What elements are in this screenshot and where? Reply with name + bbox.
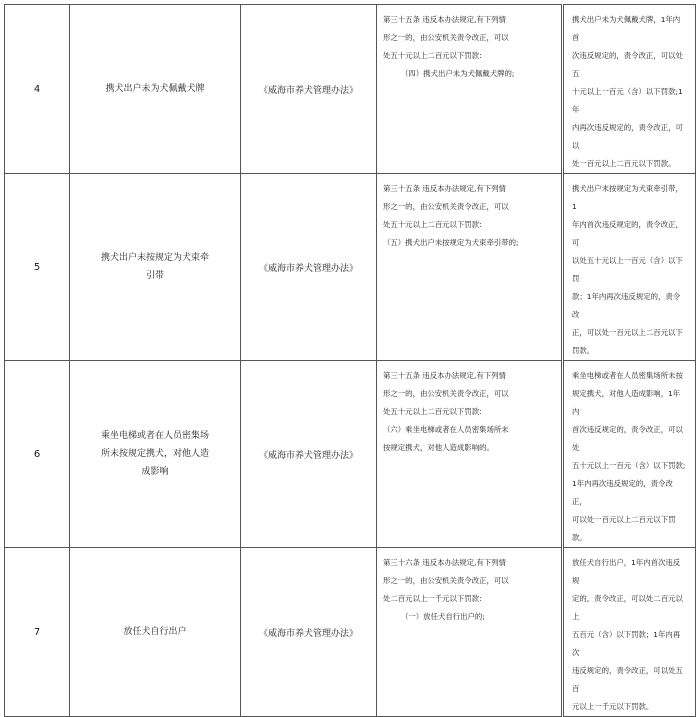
law-cell: 《威海市养犬管理办法》 <box>241 548 377 717</box>
rule-line: 形之一的，由公安机关责令改正，可以 <box>383 389 509 398</box>
violation-line: 成影响 <box>141 467 169 477</box>
rule-item: （六）乘坐电梯或者在人员密集场所未 <box>383 425 509 434</box>
violation-line: 所未按规定携犬，对他人造 <box>100 449 209 459</box>
table-row <box>5 548 696 717</box>
rule-item: （四）携犬出户未为犬佩戴犬牌的; <box>401 69 515 78</box>
rule-item: （一）放任犬自行出户的; <box>401 612 485 621</box>
rule-line: 处五十元以上二百元以下罚款: <box>383 407 482 416</box>
row-number: 5 <box>5 174 70 361</box>
penalty-line: 1年内再次违反规定的，责令改正， <box>572 479 673 506</box>
table-row <box>5 5 696 174</box>
penalty-line: 放任犬自行出户，1年内首次违反规 <box>572 558 681 585</box>
rule-line: 第三十六条 违反本办法规定,有下列情 <box>383 558 506 567</box>
penalty-line: 元以上一千元以下罚款。 <box>572 702 654 711</box>
law-cell: 《威海市养犬管理办法》 <box>241 5 377 174</box>
row-number: 7 <box>5 548 70 717</box>
penalty-cell <box>563 361 696 548</box>
penalty-line: 携犬出户未按规定为犬束牵引带，1 <box>572 184 683 211</box>
penalty-line: 违反规定的，责令改正，可以处五百 <box>572 666 683 693</box>
rule-line: 处二百元以上一千元以下罚款: <box>383 594 482 603</box>
violation-cell: 放任犬自行出户 <box>70 548 241 717</box>
rule-line: 处五十元以上二百元以下罚款: <box>383 51 482 60</box>
penalty-cell <box>563 5 696 174</box>
penalty-line: 规定携犬，对他人造成影响，1年内 <box>572 389 681 416</box>
penalty-line: 十元以上一百元（含）以下罚款;1年 <box>572 87 683 114</box>
violation-line: 乘坐电梯或者在人员密集场 <box>100 431 209 441</box>
penalty-line: 乘坐电梯或者在人员密集场所未按 <box>572 371 683 380</box>
penalty-line: 可以处一百元以上二百元以下罚款。 <box>572 515 676 542</box>
violation-line: 携犬出户未按规定为犬束牵 <box>100 253 209 263</box>
legal-basis-cell <box>377 174 563 361</box>
rule-item: 按规定携犬，对他人造成影响的。 <box>383 443 494 452</box>
legal-basis-cell <box>377 548 563 717</box>
table-row <box>5 361 696 548</box>
penalty-line: 处一百元以上二百元以下罚款。 <box>572 159 676 168</box>
row-number: 6 <box>5 361 70 548</box>
penalty-line: 首次违反规定的，责令改正，可以处 <box>572 425 683 452</box>
regulation-table <box>4 4 696 711</box>
law-cell: 《威海市养犬管理办法》 <box>241 361 377 548</box>
penalty-line: 款；1年内再次违反规定的，责令改 <box>572 292 681 319</box>
rule-line: 形之一的，由公安机关责令改正，可以 <box>383 202 509 211</box>
rule-line: 第三十五条 违反本办法规定,有下列情 <box>383 371 506 380</box>
violation-cell <box>70 361 241 548</box>
penalty-line: 年内首次违反规定的，责令改正，可 <box>572 220 683 247</box>
legal-basis-cell <box>377 5 563 174</box>
rule-line: 形之一的，由公安机关责令改正，可以 <box>383 33 509 42</box>
rule-line: 第三十五条 违反本办法规定,有下列情 <box>383 184 506 193</box>
violation-cell <box>70 174 241 361</box>
rule-line: 处五十元以上二百元以下罚款: <box>383 220 482 229</box>
penalty-cell <box>563 174 696 361</box>
penalty-line: 五十元以上一百元（含）以下罚款; <box>572 461 686 470</box>
rule-line: 形之一的，由公安机关责令改正，可以 <box>383 576 509 585</box>
rule-line: 第三十五条 违反本办法规定,有下列情 <box>383 15 506 24</box>
penalty-line: 五百元（含）以下罚款；1年内再次 <box>572 630 681 657</box>
penalty-cell <box>563 548 696 717</box>
penalty-line: 内再次违反规定的，责令改正，可以 <box>572 123 683 150</box>
penalty-line: 以处五十元以上一百元（含）以下罚 <box>572 256 683 283</box>
penalty-line: 正，可以处一百元以上二百元以下罚款。 <box>572 328 683 355</box>
violation-cell: 携犬出户未为犬佩戴犬牌 <box>70 5 241 174</box>
law-cell: 《威海市养犬管理办法》 <box>241 174 377 361</box>
penalty-line: 定的，责令改正，可以处二百元以上 <box>572 594 683 621</box>
penalty-line: 携犬出户未为犬佩戴犬牌，1年内首 <box>572 15 681 42</box>
rule-item: （五）携犬出户未按规定为犬束牵引带的; <box>383 238 519 247</box>
row-number: 4 <box>5 5 70 174</box>
table-row <box>5 174 696 361</box>
violation-line: 引带 <box>145 271 164 281</box>
penalty-line: 次违反规定的，责令改正，可以处五 <box>572 51 683 78</box>
legal-basis-cell <box>377 361 563 548</box>
